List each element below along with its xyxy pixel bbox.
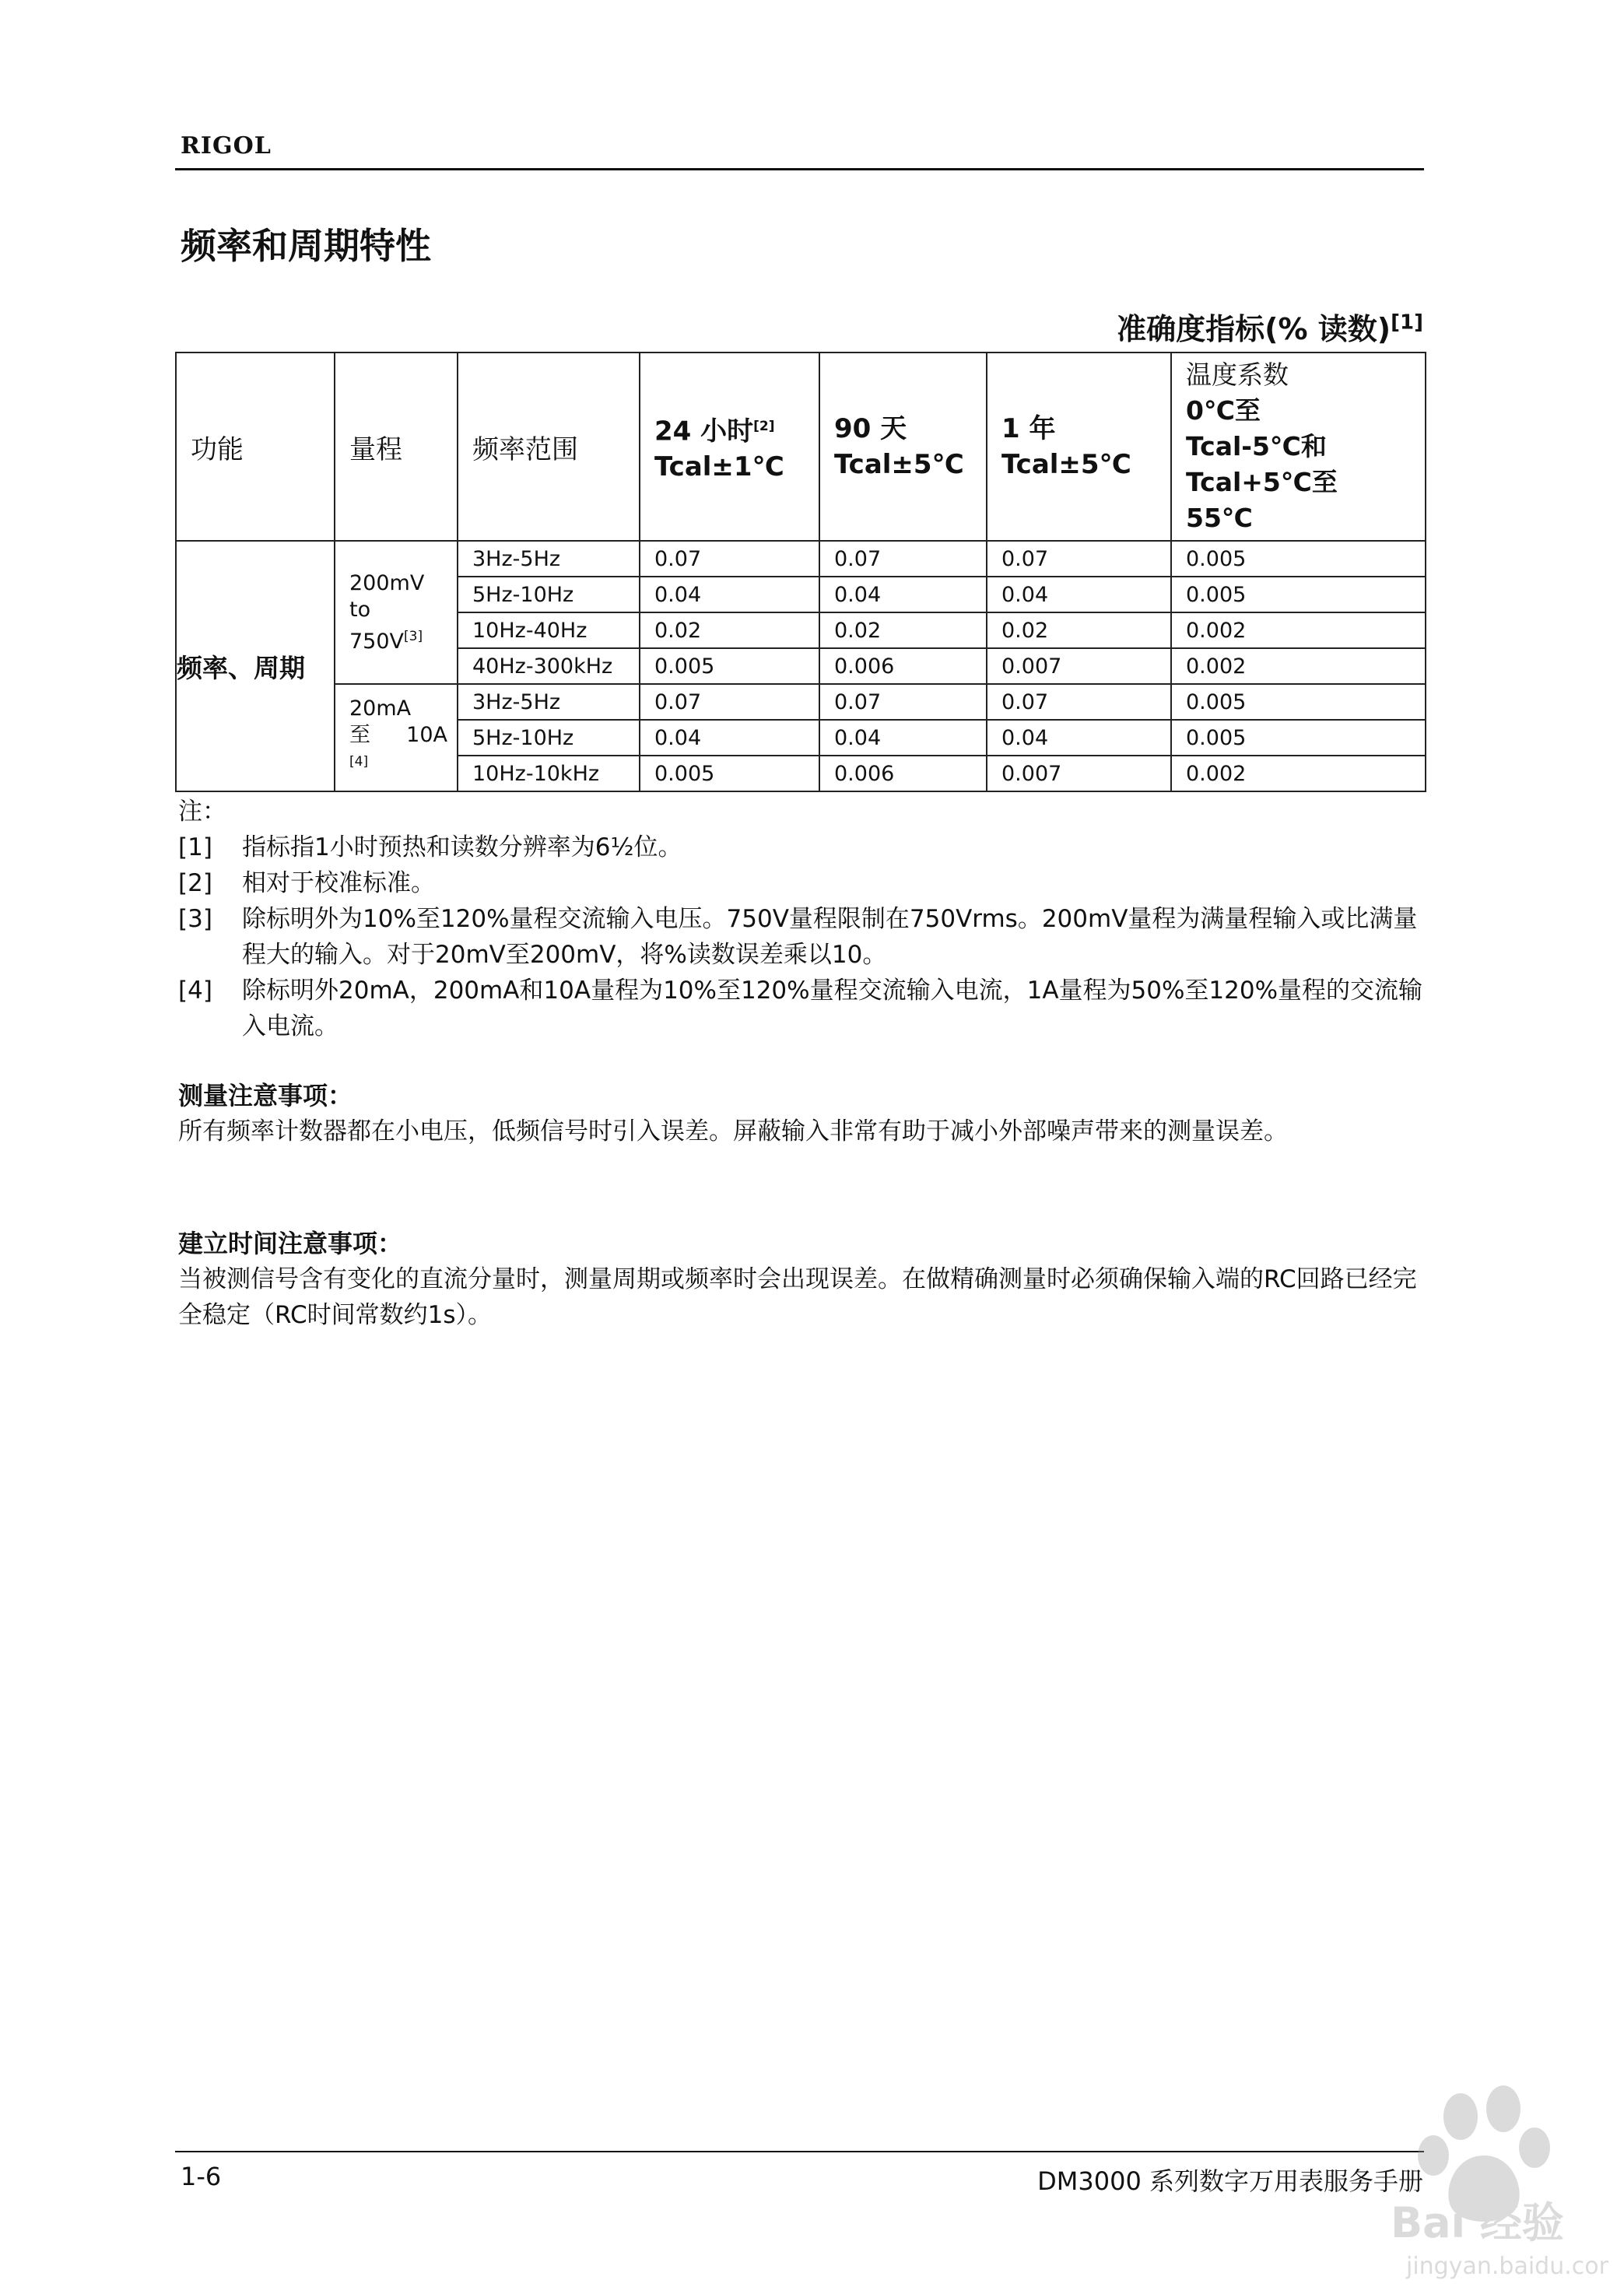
h24-cell: 0.04 bbox=[640, 720, 819, 756]
settling-heading: 建立时间注意事项： bbox=[178, 1229, 403, 1258]
watermark-text: Bai 经验 bbox=[1391, 2198, 1564, 2247]
notes-section bbox=[178, 794, 1423, 1044]
freq-cell: 3Hz-5Hz bbox=[458, 541, 640, 577]
header-range: 量程 bbox=[335, 353, 458, 541]
note-item: [1] 指标指1小时预热和读数分辨率为6½位。 bbox=[178, 833, 682, 861]
header-90d: 90 天 Tcal±5℃ bbox=[819, 353, 987, 541]
temp-cell: 0.005 bbox=[1171, 720, 1426, 756]
table-caption-ref: [1] bbox=[1391, 310, 1423, 335]
header-1y: 1 年 Tcal±5℃ bbox=[987, 353, 1171, 541]
temp-cell: 0.002 bbox=[1171, 756, 1426, 791]
note-item: [2] 相对于校准标准。 bbox=[178, 869, 435, 897]
d90-cell: 0.04 bbox=[819, 577, 987, 612]
measurement-notes bbox=[178, 1078, 1423, 1149]
freq-cell: 40Hz-300kHz bbox=[458, 648, 640, 684]
y1-cell: 0.007 bbox=[987, 756, 1171, 791]
section-title: 频率和周期特性 bbox=[181, 225, 431, 267]
y1-cell: 0.04 bbox=[987, 720, 1171, 756]
temp-cell: 0.002 bbox=[1171, 648, 1426, 684]
document-title: DM3000 系列数字万用表服务手册 bbox=[1037, 2166, 1423, 2196]
range-cell-current: 20mA 至 10A [4] bbox=[335, 684, 458, 791]
freq-cell: 5Hz-10Hz bbox=[458, 720, 640, 756]
temp-cell: 0.005 bbox=[1171, 541, 1426, 577]
watermark bbox=[1375, 2070, 1608, 2288]
header-temp-coeff: 温度系数 0℃至 Tcal-5℃和 Tcal+5℃至 55℃ bbox=[1171, 353, 1426, 541]
range-cell-voltage: 200mV to 750V[3] bbox=[335, 541, 458, 684]
table-row bbox=[176, 684, 1426, 720]
d90-cell: 0.006 bbox=[819, 648, 987, 684]
h24-cell: 0.02 bbox=[640, 612, 819, 648]
h24-cell: 0.07 bbox=[640, 541, 819, 577]
watermark-url: jingyan.baidu.com bbox=[1406, 2253, 1608, 2280]
table-caption bbox=[1117, 305, 1423, 348]
notes-label: 注： bbox=[178, 798, 226, 826]
header-freq-range: 频率范围 bbox=[458, 353, 640, 541]
h24-cell: 0.005 bbox=[640, 756, 819, 791]
note-item: [3] 除标明外为10%至120%量程交流输入电压。750V量程限制在750Vrms。200mV量程为满量程输入或比满量程大的输入。对于20mV至200mV，将%读数误差乘以10。 bbox=[178, 905, 1418, 969]
d90-cell: 0.04 bbox=[819, 720, 987, 756]
table-row bbox=[176, 541, 1426, 577]
y1-cell: 0.07 bbox=[987, 541, 1171, 577]
baidu-paw-icon bbox=[1375, 2070, 1608, 2288]
spec-table bbox=[175, 352, 1426, 792]
freq-cell: 5Hz-10Hz bbox=[458, 577, 640, 612]
h24-cell: 0.07 bbox=[640, 684, 819, 720]
temp-cell: 0.002 bbox=[1171, 612, 1426, 648]
note-item: [4] 除标明外20mA，200mA和10A量程为10%至120%量程交流输入电流，1A量程为50%至120%量程的交流输入电流。 bbox=[178, 977, 1423, 1040]
y1-cell: 0.02 bbox=[987, 612, 1171, 648]
footer-divider bbox=[175, 2151, 1424, 2152]
header-function: 功能 bbox=[176, 353, 335, 541]
d90-cell: 0.07 bbox=[819, 541, 987, 577]
table-caption-text: 准确度指标(% 读数) bbox=[1117, 312, 1391, 346]
page-number: 1-6 bbox=[181, 2162, 222, 2191]
d90-cell: 0.07 bbox=[819, 684, 987, 720]
settling-text: 当被测信号含有变化的直流分量时，测量周期或频率时会出现误差。在做精确测量时必须确保输入端的RC回路已经完全稳定（RC时间常数约1s）。 bbox=[178, 1265, 1417, 1329]
function-cell: 频率、周期 bbox=[176, 541, 335, 791]
freq-cell: 3Hz-5Hz bbox=[458, 684, 640, 720]
freq-cell: 10Hz-10kHz bbox=[458, 756, 640, 791]
measurement-text: 所有频率计数器都在小电压，低频信号时引入误差。屏蔽输入非常有助于减小外部噪声带来的测量误差。 bbox=[178, 1117, 1288, 1145]
h24-cell: 0.005 bbox=[640, 648, 819, 684]
temp-cell: 0.005 bbox=[1171, 577, 1426, 612]
h24-cell: 0.04 bbox=[640, 577, 819, 612]
y1-cell: 0.007 bbox=[987, 648, 1171, 684]
d90-cell: 0.02 bbox=[819, 612, 987, 648]
measurement-heading: 测量注意事项： bbox=[178, 1081, 353, 1110]
freq-cell: 10Hz-40Hz bbox=[458, 612, 640, 648]
d90-cell: 0.006 bbox=[819, 756, 987, 791]
table-header-row bbox=[176, 353, 1426, 541]
header-24h: 24 小时[2] Tcal±1℃ bbox=[640, 353, 819, 541]
header-divider bbox=[175, 168, 1424, 170]
temp-cell: 0.005 bbox=[1171, 684, 1426, 720]
y1-cell: 0.04 bbox=[987, 577, 1171, 612]
brand-logo: RIGOL bbox=[181, 132, 272, 160]
y1-cell: 0.07 bbox=[987, 684, 1171, 720]
settling-notes bbox=[178, 1226, 1423, 1333]
